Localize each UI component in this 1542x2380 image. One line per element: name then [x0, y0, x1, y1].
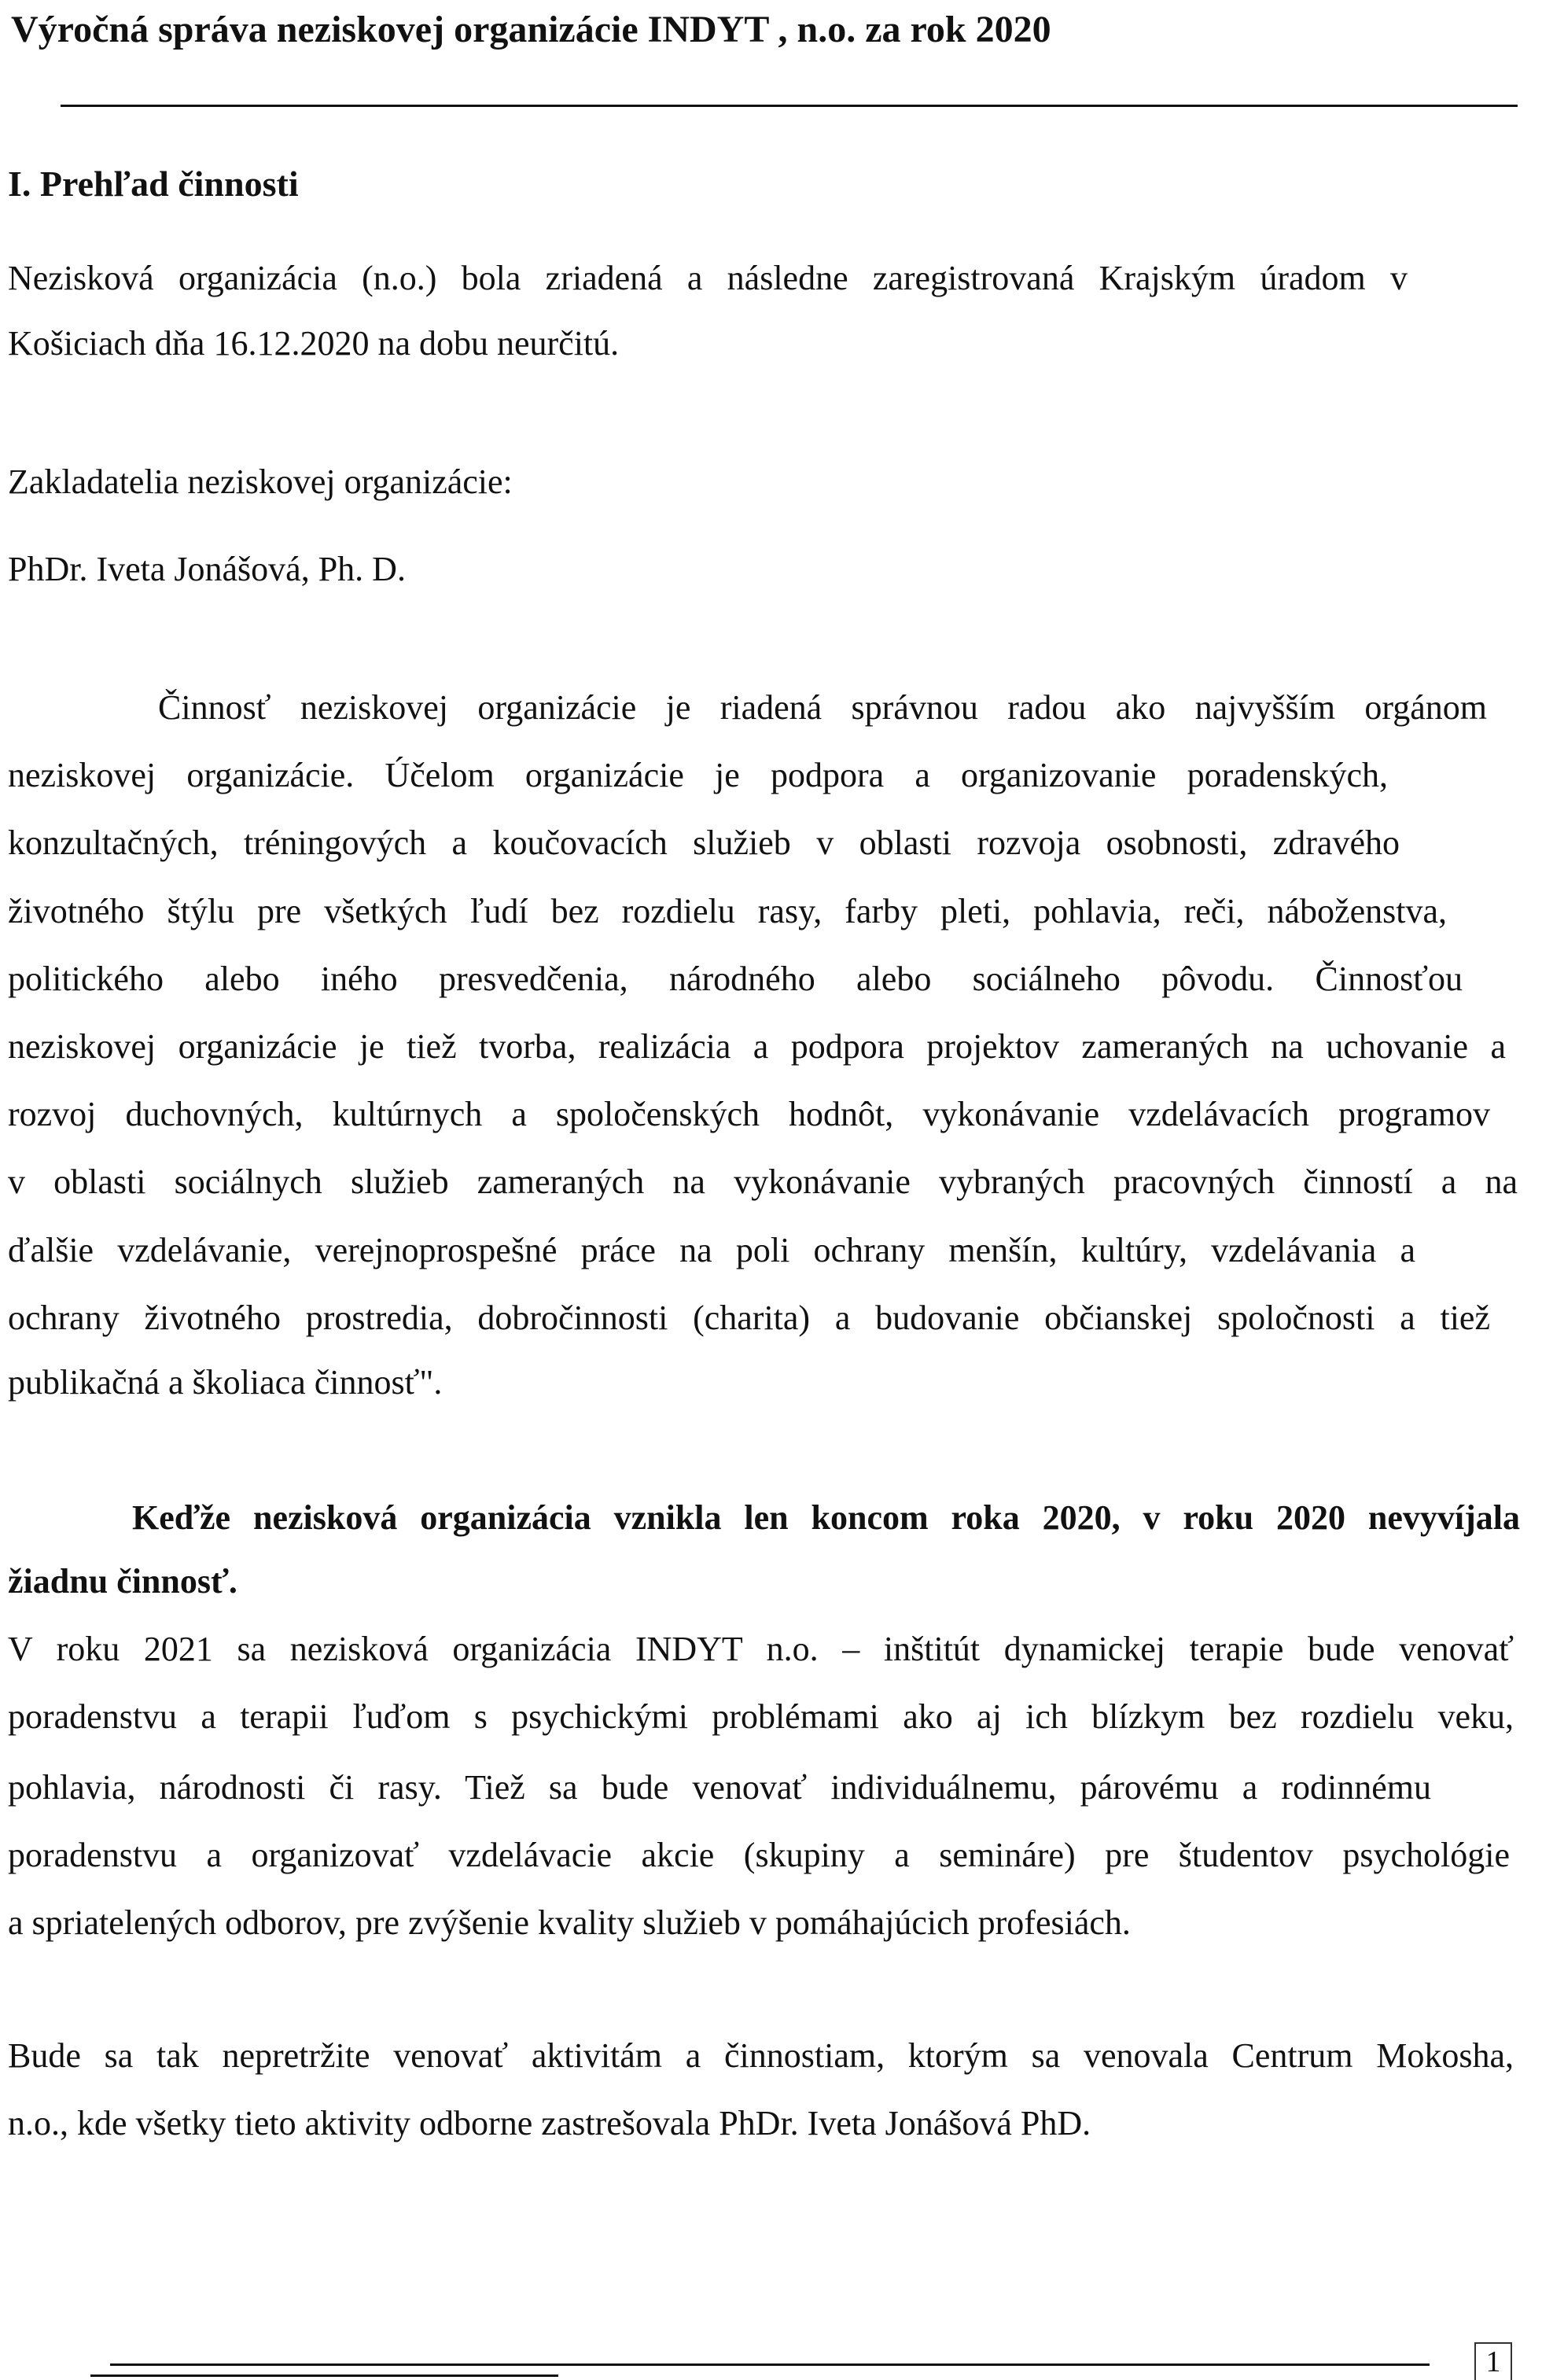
- page-number: 1: [1474, 2342, 1512, 2380]
- paragraph-line: ochrany životného prostredia, dobročinnosti (charita) a budovanie občianskej spoločnosti a tiež: [8, 1299, 1490, 1337]
- paragraph-line: Bude sa tak nepretržite venovať aktivitám a činnostiam, ktorým sa venovala Centrum Mokosha,: [8, 2036, 1514, 2075]
- paragraph-line: pohlavia, národnosti či rasy. Tiež sa bude venovať individuálnemu, párovému a rodinnému: [8, 1768, 1431, 1807]
- paragraph-line: Nezisková organizácia (n.o.) bola zriadená a následne zaregistrovaná Krajským úradom v: [8, 259, 1408, 297]
- paragraph-line: Košiciach dňa 16.12.2020 na dobu neurčitú.: [8, 324, 620, 363]
- founder-name: PhDr. Iveta Jonášová, Ph. D.: [8, 550, 406, 588]
- document-title: Výročná správa neziskovej organizácie INDYT , n.o. za rok 2020: [11, 9, 1051, 50]
- paragraph-line: životného štýlu pre všetkých ľudí bez rozdielu rasy, farby pleti, pohlavia, reči, náboženstva,: [8, 892, 1447, 930]
- paragraph-line: neziskovej organizácie je tiež tvorba, realizácia a podpora projektov zameraných na uchovanie a: [8, 1027, 1506, 1066]
- section-heading: I. Prehľad činnosti: [8, 164, 299, 204]
- paragraph-line: n.o., kde všetky tieto aktivity odborne zastrešovala PhDr. Iveta Jonášová PhD.: [8, 2104, 1091, 2142]
- paragraph-line: poradenstvu a organizovať vzdelávacie akcie (skupiny a semináre) pre študentov psychológie: [8, 1836, 1510, 1874]
- footer-rule: [110, 2363, 1430, 2366]
- paragraph-line: poradenstvu a terapii ľuďom s psychickými problémami ako aj ich blízkym bez rozdielu veku,: [8, 1697, 1514, 1736]
- paragraph-line: Činnosť neziskovej organizácie je riadená správnou radou ako najvyšším orgánom: [158, 688, 1487, 727]
- paragraph-line: neziskovej organizácie. Účelom organizácie je podpora a organizovanie poradenských,: [8, 756, 1388, 794]
- footer-rule-short: [90, 2374, 558, 2377]
- paragraph-line: publikačná a školiaca činnosť".: [8, 1363, 443, 1402]
- header-rule: [61, 105, 1518, 107]
- paragraph-line: rozvoj duchovných, kultúrnych a spoločenských hodnôt, vykonávanie vzdelávacích programov: [8, 1095, 1490, 1133]
- founders-label: Zakladatelia neziskovej organizácie:: [8, 462, 513, 501]
- paragraph-line: politického alebo iného presvedčenia, národného alebo sociálneho pôvodu. Činnosťou: [8, 960, 1463, 998]
- bold-statement-line: Keďže nezisková organizácia vznikla len koncom roka 2020, v roku 2020 nevyvíjala: [132, 1498, 1520, 1537]
- paragraph-line: konzultačných, tréningových a koučovacích služieb v oblasti rozvoja osobnosti, zdravého: [8, 823, 1400, 862]
- paragraph-line: ďalšie vzdelávanie, verejnoprospešné práce na poli ochrany menšín, kultúry, vzdelávania a: [8, 1231, 1415, 1269]
- bold-statement-line: žiadnu činnosť.: [8, 1562, 237, 1601]
- paragraph-line: v oblasti sociálnych služieb zameraných na vykonávanie vybraných pracovných činností a na: [8, 1162, 1518, 1201]
- paragraph-line: V roku 2021 sa nezisková organizácia INDYT n.o. – inštitút dynamickej terapie bude venovať: [8, 1630, 1514, 1668]
- paragraph-line: a spriatelených odborov, pre zvýšenie kvality služieb v pomáhajúcich profesiách.: [8, 1903, 1131, 1942]
